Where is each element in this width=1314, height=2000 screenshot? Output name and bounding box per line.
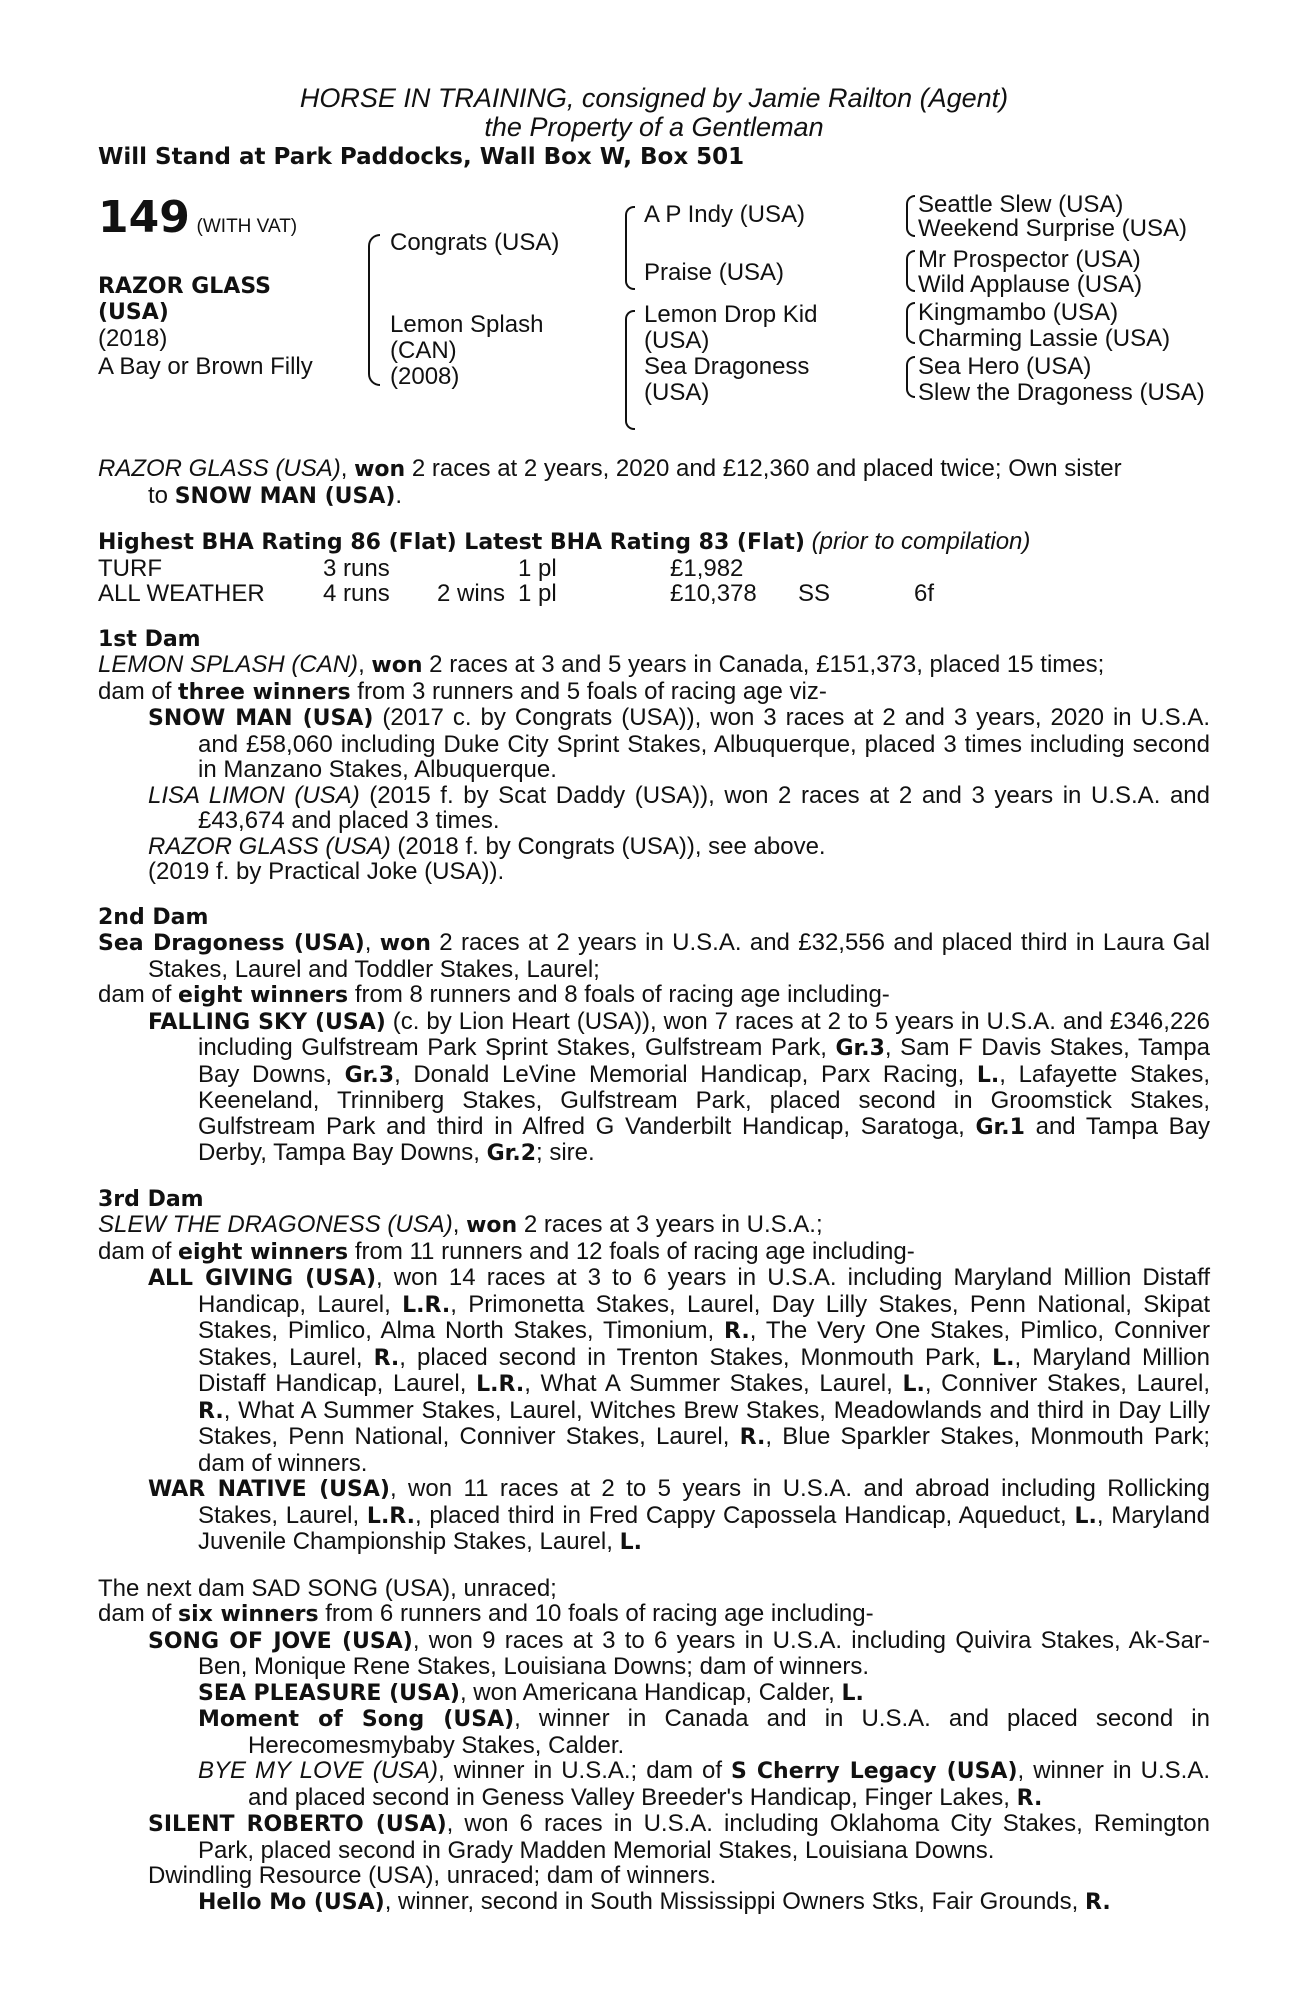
dam-name: LEMON SPLASH (CAN) — [98, 651, 359, 678]
t: , winner in Canada and in U.S.A. and placed second in Herecomesmybaby Stakes, Calder. — [248, 1705, 1210, 1759]
t: , Maryland Million Distaff Handicap, Laurel, — [198, 1343, 1211, 1397]
dam-sire-line1: Lemon Drop Kid — [644, 301, 818, 328]
summary-end: . — [395, 481, 403, 509]
produce-entry — [98, 1265, 1210, 1476]
t: ; sire. — [536, 1139, 595, 1166]
rating-placed: 1 pl — [518, 580, 557, 607]
vat-note: (WITH VAT) — [196, 216, 298, 237]
produce-record: (2018 f. by Congrats (USA)), see above. — [390, 832, 826, 860]
grade: L. — [992, 1345, 1015, 1371]
t: and Tampa Bay Derby, Tampa Bay Downs, — [198, 1112, 1210, 1166]
produce-name: SILENT ROBERTO (USA) — [148, 1812, 447, 1837]
property-line: the Property of a Gentleman — [484, 112, 824, 142]
section-heading: 1st Dam — [98, 626, 201, 652]
rating-distance: 6f — [914, 580, 935, 607]
sire-dam-dam: Wild Applause (USA) — [918, 271, 1143, 298]
produce-record: (2017 c. by Congrats (USA)), won 3 races at 2 and 3 years, 2020 in U.S.A. and £58,060 including Duke City Sprint Stakes, Albuquerque, placed 3 times including second in Manzano Stakes, Albuquerque. — [198, 704, 1210, 783]
grade: Gr.1 — [975, 1114, 1025, 1140]
t: , won 11 races at 2 to 5 years in U.S.A. and abroad including Rollicking Stakes, Laurel, — [198, 1475, 1211, 1529]
sep: , — [452, 1211, 467, 1238]
produce-record: (2019 f. by Practical Joke (USA)). — [148, 858, 505, 885]
dam-of: dam of — [98, 981, 179, 1008]
t: , Maryland Juvenile Championship Stakes, Laurel, — [198, 1501, 1210, 1555]
pedigree-block — [98, 192, 1210, 464]
lot-number: 149 — [98, 192, 190, 243]
first-dam-section — [98, 627, 1210, 885]
grade: L. — [619, 1530, 642, 1555]
t: , winner in U.S.A. and placed second in Geness Valley Breeder's Handicap, Finger Lakes, — [248, 1757, 1210, 1811]
grade: R. — [198, 1398, 224, 1424]
section-heading: 2nd Dam — [98, 904, 209, 930]
grade: L.R. — [476, 1372, 525, 1397]
summary-won: won — [354, 457, 406, 482]
dam-name: Sea Dragoness (USA) — [98, 931, 365, 956]
produce-entry — [98, 1811, 1210, 1863]
second-dam-section — [98, 905, 1210, 1167]
sire-sire-dam: Weekend Surprise (USA) — [918, 215, 1187, 242]
produce-name: WAR NATIVE (USA) — [148, 1477, 390, 1502]
summary-text: 2 races at 2 years, 2020 and £12,360 and placed twice; Own sister — [405, 455, 1122, 482]
t: , won 14 races at 3 to 6 years in U.S.A. including Maryland Million Distaff Handicap, Laurel, — [198, 1264, 1211, 1318]
t: , Donald LeVine Memorial Handicap, Parx Racing, — [394, 1060, 977, 1088]
dam-dam-dam: Slew the Dragoness (USA) — [918, 379, 1205, 406]
winners-count: six winners — [178, 1602, 319, 1627]
catalogue-page — [98, 84, 1210, 1915]
produce-entry — [98, 1680, 1210, 1707]
horse-description: A Bay or Brown Filly — [98, 353, 313, 380]
grade: L. — [976, 1062, 1000, 1088]
sep: , — [358, 651, 372, 678]
produce-entry — [98, 1889, 1210, 1916]
dam-of: dam of — [98, 1237, 179, 1265]
pedigree-brace — [368, 234, 380, 386]
grade: Gr.3 — [835, 1036, 885, 1061]
produce-entry — [98, 1009, 1210, 1167]
dam-of: dam of — [98, 1600, 179, 1627]
dam-dam-line2: (USA) — [644, 379, 710, 406]
produce-summary: from 3 runners and 5 foals of racing age viz- — [350, 677, 827, 705]
gen3-brace-1 — [906, 195, 915, 237]
t: , placed second in Trenton Stakes, Monmouth Park, — [399, 1343, 993, 1371]
section-heading: 3rd Dam — [98, 1186, 204, 1212]
t: , won 6 races in U.S.A. including Oklahoma City Stakes, Remington Park, placed second in Grady Madden Memorial Stakes, Louisiana Downs. — [198, 1810, 1210, 1864]
t: , placed third in Fred Cappy Capossela Handicap, Aqueduct, — [415, 1501, 1075, 1529]
sire-dam-sire: Mr Prospector (USA) — [918, 246, 1141, 273]
grade: L.R. — [402, 1292, 451, 1318]
produce-entry — [98, 1706, 1210, 1758]
dam-brace — [625, 310, 635, 430]
t: , winner, second in South Mississippi Owners Stks, Fair Grounds, — [384, 1887, 1085, 1915]
dam-record: 2 races at 3 years in U.S.A.; — [517, 1211, 823, 1238]
next-dam-section — [98, 1576, 1210, 1916]
rating-placed: 1 pl — [518, 554, 557, 582]
rating-course: SS — [798, 580, 831, 607]
dam-name: SLEW THE DRAGONESS (USA) — [98, 1211, 453, 1238]
dam-sire-sire: Kingmambo (USA) — [918, 299, 1119, 326]
grade: Gr.3 — [344, 1062, 395, 1088]
summary-sibling: SNOW MAN (USA) — [174, 483, 396, 509]
stand-location: Will Stand at Park Paddocks, Wall Box W, Box 501 — [98, 144, 745, 170]
summary-to: to — [148, 481, 175, 509]
summary-sep: , — [340, 455, 355, 482]
sire-sire: A P Indy (USA) — [644, 201, 805, 228]
grade: R. — [1084, 1889, 1111, 1915]
grade: R. — [739, 1425, 766, 1450]
produce-name: LISA LIMON (USA) — [148, 781, 360, 809]
produce-summary: from 11 runners and 12 foals of racing age including- — [348, 1237, 915, 1265]
produce-summary: from 8 runners and 8 foals of racing age including- — [348, 981, 890, 1008]
produce-entry — [98, 1476, 1210, 1556]
sire-dam: Praise (USA) — [644, 259, 785, 286]
produce-entry — [98, 1758, 1210, 1811]
produce-name: Moment of Song (USA) — [198, 1707, 515, 1732]
produce-name: SEA PLEASURE (USA) — [198, 1680, 460, 1706]
dam-record: 2 races at 2 years in U.S.A. and £32,556 and placed third in Laura Gal Stakes, Laurel and Toddler Stakes, Laurel; — [148, 929, 1210, 983]
ratings-block — [98, 529, 1210, 607]
rating-runs: 3 runs — [323, 554, 390, 582]
produce-entry — [98, 834, 1210, 860]
dam-sire-line2: (USA) — [644, 327, 710, 354]
produce-entry — [98, 783, 1210, 834]
produce-name: FALLING SKY (USA) — [148, 1009, 386, 1035]
third-dam-section — [98, 1187, 1210, 1556]
t: , Conniver Stakes, Laurel, — [924, 1370, 1211, 1397]
won-label: won — [379, 931, 431, 956]
grade: R. — [373, 1345, 400, 1371]
rating-wins: 2 wins — [437, 580, 506, 607]
gen3-brace-2 — [906, 250, 915, 292]
t: (c. by Lion Heart (USA)), won 7 races at 2 to 5 years in U.S.A. and £346,226 including Gulfstream Park Sprint Stakes, Gulfstream Park, — [198, 1007, 1210, 1061]
ratings-heading: Highest BHA Rating 86 (Flat) Latest BHA Rating 83 (Flat) — [98, 530, 805, 555]
t: , Primonetta Stakes, Laurel, Day Lilly Stakes, Penn National, Skipat Stakes, Pimlico, Alma North Stakes, Timonium, — [198, 1290, 1210, 1344]
produce-entry — [98, 705, 1210, 783]
dam-dam-sire: Sea Hero (USA) — [918, 353, 1092, 380]
t: , won Americana Handicap, Calder, — [459, 1678, 842, 1706]
grade: L. — [902, 1372, 925, 1397]
dam-line1: Lemon Splash — [390, 311, 544, 338]
grade: R. — [724, 1319, 750, 1344]
grandproduce-name: S Cherry Legacy (USA) — [731, 1759, 1018, 1784]
t: , winner in U.S.A.; dam of — [438, 1757, 732, 1784]
dam-of: dam of — [98, 677, 179, 705]
rating-row-turf — [98, 556, 1210, 582]
gen3-brace-3 — [906, 302, 915, 344]
dam-line2: (CAN) — [390, 337, 457, 364]
lot-number-line — [98, 192, 298, 243]
produce-name: BYE MY LOVE (USA) — [198, 1757, 439, 1784]
gen3-brace-4 — [906, 356, 915, 398]
sire-sire-sire: Seattle Slew (USA) — [918, 191, 1124, 218]
consignor-line: HORSE IN TRAINING, consigned by Jamie Railton (Agent) — [299, 83, 1009, 113]
grade: L. — [841, 1680, 864, 1706]
next-dam-line: The next dam SAD SONG (USA), unraced; — [98, 1574, 557, 1602]
produce-entry — [98, 1628, 1210, 1680]
rating-surface: ALL WEATHER — [98, 580, 265, 607]
grade: R. — [1016, 1785, 1043, 1811]
grade: L.R. — [366, 1503, 416, 1529]
produce-name: RAZOR GLASS (USA) — [148, 832, 391, 860]
produce-name: SONG OF JOVE (USA) — [148, 1628, 413, 1654]
sire: Congrats (USA) — [390, 229, 560, 256]
winners-count: eight winners — [178, 1239, 349, 1265]
rating-amount: £1,982 — [670, 554, 744, 582]
rating-surface: TURF — [98, 554, 162, 582]
winners-count: three winners — [178, 679, 351, 705]
produce-name: ALL GIVING (USA) — [148, 1266, 377, 1291]
t: , What A Summer Stakes, Laurel, Witches Brew Stakes, Meadowlands and third in Day Lilly Stakes, Penn National, Conniver Stakes, Laurel, — [198, 1396, 1210, 1450]
grade: Gr.2 — [486, 1141, 536, 1166]
produce-name: Hello Mo (USA) — [198, 1889, 385, 1915]
t: , Sam F Davis Stakes, Tampa Bay Downs, — [198, 1034, 1210, 1088]
produce-name: SNOW MAN (USA) — [148, 706, 374, 731]
summary-horse: RAZOR GLASS (USA) — [98, 455, 341, 482]
sire-brace — [625, 206, 635, 290]
sep: , — [364, 929, 380, 956]
t: , The Very One Stakes, Pimlico, Conniver Stakes, Laurel, — [198, 1317, 1210, 1371]
produce-record: (2015 f. by Scat Daddy (USA)), won 2 races at 2 and 3 years in U.S.A. and £43,674 and placed 3 times. — [198, 781, 1211, 834]
dam-sire-dam: Charming Lassie (USA) — [918, 325, 1171, 352]
dam-dam-line1: Sea Dragoness — [644, 353, 810, 380]
rating-runs: 4 runs — [323, 580, 390, 607]
produce-entry — [98, 859, 1210, 885]
produce-entry: Dwindling Resource (USA), unraced; dam of winners. — [148, 1862, 717, 1889]
t: , What A Summer Stakes, Laurel, — [524, 1370, 903, 1397]
rating-row-aw — [98, 581, 1210, 607]
horse-name: RAZOR GLASS — [98, 274, 272, 299]
rating-amount: £10,378 — [670, 580, 757, 607]
produce-summary: from 6 runners and 10 foals of racing age including- — [318, 1600, 874, 1627]
horse-country: (USA) — [98, 300, 169, 325]
winners-count: eight winners — [178, 983, 349, 1008]
grade: L. — [1074, 1503, 1097, 1529]
dam-record: 2 races at 3 and 5 years in Canada, £151,373, placed 15 times; — [422, 651, 1105, 678]
ratings-note: (prior to compilation) — [811, 528, 1031, 555]
dam-line3: (2008) — [390, 363, 460, 390]
t: , Blue Sparkler Stakes, Monmouth Park; dam of winners. — [198, 1423, 1210, 1477]
won-label: won — [371, 653, 423, 678]
t: , Lafayette Stakes, Keeneland, Trinniberg Stakes, Gulfstream Park, placed second in Groomstick Stakes, Gulfstream Park and third in Alfred G Vanderbilt Handicap, Saratoga, — [198, 1060, 1210, 1140]
dam-line — [98, 930, 1210, 982]
t: , won 9 races at 3 to 6 years in U.S.A. including Quivira Stakes, Ak-Sar-Ben, Monique Rene Stakes, Louisiana Downs; dam of winners. — [198, 1626, 1211, 1680]
won-label: won — [466, 1213, 518, 1238]
horse-year: (2018) — [98, 325, 168, 352]
